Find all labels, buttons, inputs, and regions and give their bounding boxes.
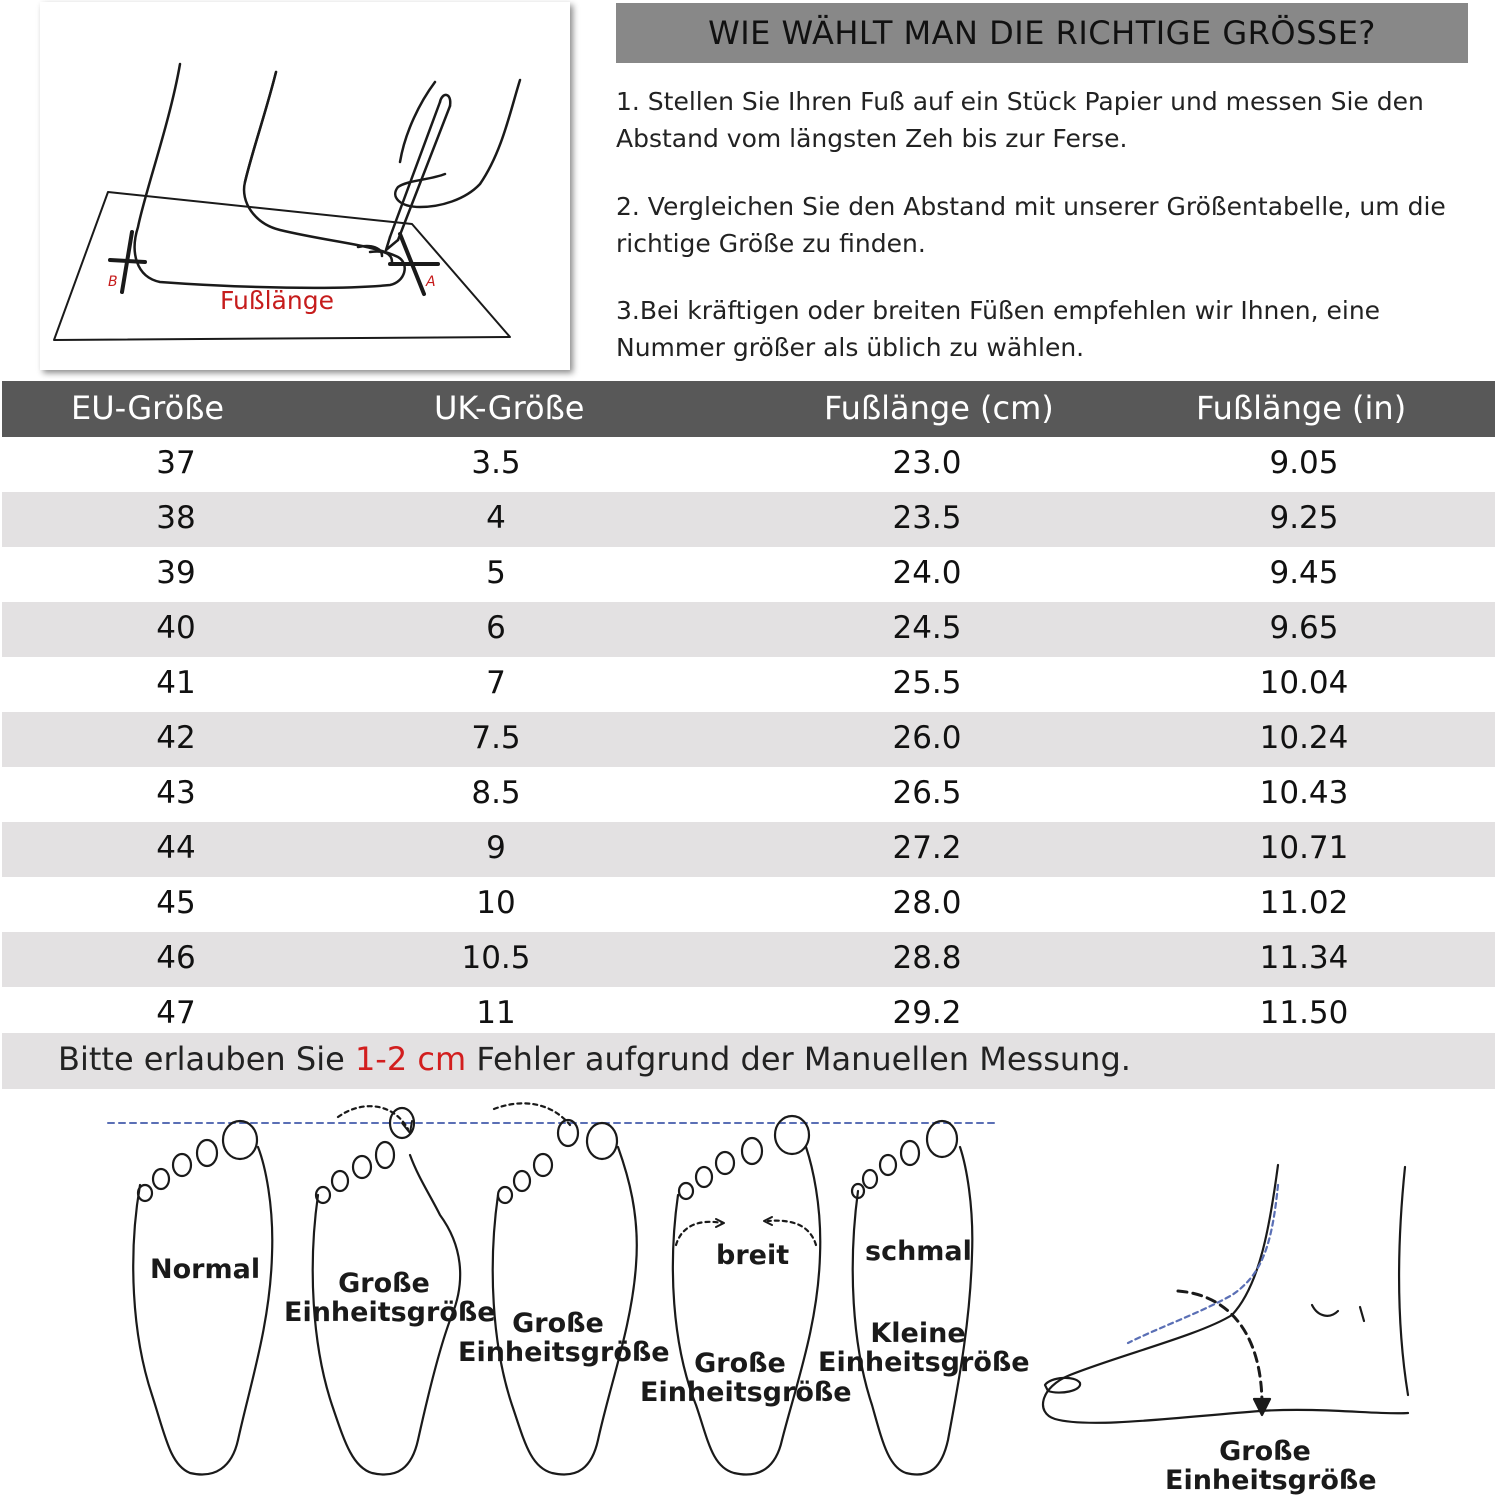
uk-size-cell: 7: [486, 665, 506, 701]
foot-length-cm-cell: 23.0: [892, 445, 962, 481]
eu-size-cell: 45: [156, 885, 196, 921]
foot-length-in-cell: 11.34: [1259, 940, 1349, 976]
foot-length-cm-cell: 24.5: [892, 610, 962, 646]
tolerance-note: [2, 1033, 1495, 1089]
foot-length-cm-cell: 26.5: [892, 775, 962, 811]
note-text-before: Bitte erlauben Sie: [58, 1040, 355, 1078]
table-body: [2, 437, 1495, 1042]
wide-foot-title: breit: [716, 1240, 790, 1271]
uk-size-cell: 3.5: [471, 445, 521, 481]
eu-size-cell: 40: [156, 610, 196, 646]
high-instep-foot-outline: [1043, 1165, 1408, 1423]
uk-size-cell: 7.5: [471, 720, 521, 756]
table-row: [2, 602, 1495, 657]
uk-size-cell: 10: [476, 885, 516, 921]
foot-measuring-illustration: [40, 2, 570, 370]
eu-size-cell: 41: [156, 665, 196, 701]
foot-length-label: Fußlänge: [220, 286, 334, 315]
point-a-label: A: [426, 274, 436, 290]
foot-length-in-cell: 10.43: [1259, 775, 1349, 811]
foot-length-cm-cell: 24.0: [892, 555, 962, 591]
foot-length-cm-cell: 29.2: [892, 995, 962, 1031]
note-highlight: 1-2 cm: [354, 1040, 467, 1078]
narrow-foot-title: schmal: [865, 1236, 972, 1267]
table-row: [2, 822, 1495, 877]
foot-length-in-cell: 11.02: [1259, 885, 1349, 921]
uk-size-cell: 11: [476, 995, 516, 1031]
header-uk-size: UK-Größe: [434, 389, 585, 427]
point-b-label: B: [108, 274, 118, 290]
guide-step-1: 1. Stellen Sie Ihren Fuß auf ein Stück Papier und messen Sie den Abstand vom längsten Zeh bis zur Ferse.: [616, 87, 1424, 153]
foot-length-in-cell: 9.45: [1269, 555, 1339, 591]
note-text-after: Fehler aufgrund der Manuellen Messung.: [466, 1040, 1131, 1078]
table-row: [2, 547, 1495, 602]
table-row: [2, 657, 1495, 712]
header-eu-size: EU-Größe: [71, 389, 225, 427]
foot-types-section: [0, 1095, 1497, 1500]
uk-size-cell: 5: [486, 555, 506, 591]
foot-length-in-cell: 11.50: [1259, 995, 1349, 1031]
table-row: [2, 492, 1495, 547]
foot-length-cm-cell: 25.5: [892, 665, 962, 701]
header-foot-length-cm: Fußlänge (cm): [824, 389, 1054, 427]
foot-length-in-cell: 10.71: [1259, 830, 1349, 866]
wide-foot-outline: [673, 1116, 820, 1475]
uk-size-cell: 4: [486, 500, 506, 536]
guide-step-3: 3.Bei kräftigen oder breiten Füßen empfehlen wir Ihnen, eine Nummer größer als üblich zu wählen.: [616, 296, 1381, 362]
bunion-foot-label-2: Große Einheitsgröße: [458, 1308, 670, 1368]
eu-size-cell: 46: [156, 940, 196, 976]
uk-size-cell: 9: [486, 830, 506, 866]
high-instep-size-label: Große Einheitsgröße: [1165, 1436, 1377, 1496]
uk-size-cell: 8.5: [471, 775, 521, 811]
eu-size-cell: 38: [156, 500, 196, 536]
wide-foot-size-label: Große Einheitsgröße: [640, 1348, 852, 1408]
eu-size-cell: 37: [156, 445, 196, 481]
eu-size-cell: 39: [156, 555, 196, 591]
normal-foot-outline: [133, 1121, 272, 1475]
uk-size-cell: 6: [486, 610, 506, 646]
normal-foot-label: Normal: [150, 1254, 261, 1285]
eu-size-cell: 42: [156, 720, 196, 756]
size-table: [2, 381, 1495, 1042]
foot-length-in-cell: 10.04: [1259, 665, 1349, 701]
uk-size-cell: 10.5: [461, 940, 531, 976]
guide-heading: WIE WÄHLT MAN DIE RICHTIGE GRÖSSE?: [616, 3, 1468, 63]
table-row: [2, 437, 1495, 492]
table-row: [2, 767, 1495, 822]
foot-length-in-cell: 9.65: [1269, 610, 1339, 646]
foot-length-in-cell: 9.05: [1269, 445, 1339, 481]
foot-length-cm-cell: 26.0: [892, 720, 962, 756]
narrow-foot-outline: [852, 1121, 972, 1475]
table-row: [2, 932, 1495, 987]
foot-length-cm-cell: 28.0: [892, 885, 962, 921]
header-foot-length-in: Fußlänge (in): [1196, 389, 1407, 427]
table-row: [2, 712, 1495, 767]
eu-size-cell: 47: [156, 995, 196, 1031]
narrow-foot-size-label: Kleine Einheitsgröße: [818, 1318, 1030, 1378]
tolerance-note-text: [58, 1033, 1131, 1085]
guide-step-2: 2. Vergleichen Sie den Abstand mit unserer Größentabelle, um die richtige Größe zu finden.: [616, 192, 1446, 258]
foot-length-cm-cell: 28.8: [892, 940, 962, 976]
bunion-foot-label-1: Große Einheitsgröße: [284, 1268, 496, 1328]
foot-length-in-cell: 10.24: [1259, 720, 1349, 756]
foot-length-in-cell: 9.25: [1269, 500, 1339, 536]
table-row: [2, 877, 1495, 932]
bunion-foot-outline-2: [493, 1103, 637, 1474]
eu-size-cell: 43: [156, 775, 196, 811]
foot-length-cm-cell: 23.5: [892, 500, 962, 536]
table-header: [2, 381, 1495, 437]
eu-size-cell: 44: [156, 830, 196, 866]
foot-length-cm-cell: 27.2: [892, 830, 962, 866]
